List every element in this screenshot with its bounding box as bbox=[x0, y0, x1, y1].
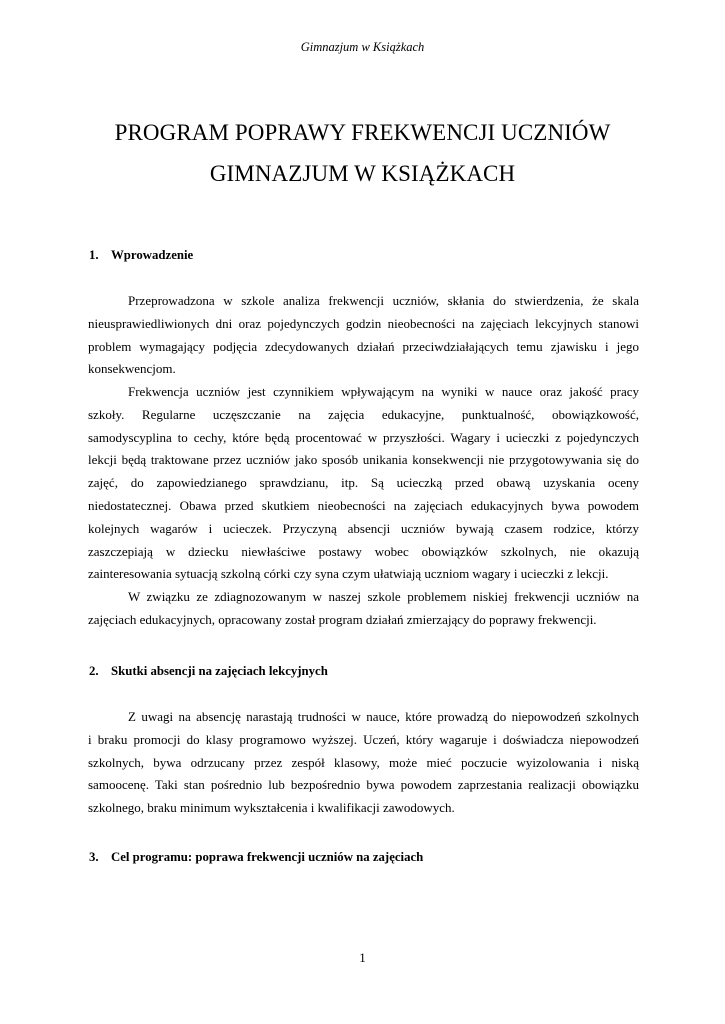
text-line: kolejnych wagarów i ucieczek. Przyczyną absencji uczniów bywają czasem rodzice, którzy bbox=[88, 520, 639, 536]
text-line: szkoły. Regularne uczęszczanie na zajęcia edukacyjne, punktualność, obowiązkowość, bbox=[88, 406, 639, 422]
text-line: szkolnych, bywa odrzucany przez zespół klasowy, może mieć poczucie wyizolowania i niską bbox=[88, 754, 639, 770]
document-title-line-2: GIMNAZJUM W KSIĄŻKACH bbox=[209, 161, 516, 186]
section-number: 3. bbox=[89, 850, 99, 864]
text-line: Z uwagi na absencję narastają trudności w nauce, które prowadzą do niepowodzeń szkolnych bbox=[128, 709, 639, 724]
text-line: samodyscyplina to cechy, które będą procentować w przyszłości. Wagary i ucieczki z pojedynczych bbox=[88, 429, 639, 445]
text-line: konsekwencjom. bbox=[88, 361, 176, 377]
text-line: zajęciach edukacyjnych, opracowany został program działań zmierzający do poprawy frekwencji. bbox=[88, 611, 597, 627]
text-line: niedostatecznej. Obawa przed skutkiem nieobecności na zajęciach edukacyjnych bywa powodem bbox=[88, 497, 639, 513]
section-heading-3 bbox=[89, 850, 423, 865]
text-line: Frekwencja uczniów jest czynnikiem wpływającym na wyniki w nauce oraz jakość pracy bbox=[128, 384, 639, 399]
section-2-paragraph-1 bbox=[88, 706, 639, 820]
section-1-paragraph-1 bbox=[88, 290, 639, 381]
text-line: zainteresowania sytuacją szkolną córki czy syna czym ułatwiają uczniom wagary i ucieczki z lekcji. bbox=[88, 566, 609, 582]
section-heading-2 bbox=[89, 664, 328, 679]
section-number: 2. bbox=[89, 664, 99, 678]
section-1-paragraph-3 bbox=[88, 586, 639, 632]
text-line: Przeprowadzona w szkole analiza frekwencji uczniów, skłania do stwierdzenia, że skala bbox=[128, 293, 639, 308]
text-line: nieusprawiedliwionych dni oraz pojedynczych godzin nieobecności na zajęciach lekcyjnych stanowi bbox=[88, 315, 639, 331]
page-number: 1 bbox=[359, 950, 366, 965]
text-line: zaszczepiają w dziecku niewłaściwe postawy wobec obowiązków szkolnych, nie okazują bbox=[88, 543, 639, 559]
section-title: Cel programu: poprawa frekwencji uczniów na zajęciach bbox=[111, 850, 424, 864]
text-line: zajęć, do zapowiedzianego sprawdzianu, itp. Są ucieczką przed obawą uzyskania oceny bbox=[88, 475, 639, 491]
text-line: lekcji będą traktowane przez uczniów jako sposób unikania konsekwencji nie przygotowywania się do bbox=[88, 452, 639, 468]
section-1-paragraph-2 bbox=[88, 381, 639, 586]
text-line: samoocenę. Taki stan pośrednio lub bezpośrednio bywa powodem zaprzestania realizacji obowiązku bbox=[88, 777, 639, 793]
running-header: Gimnazjum w Książkach bbox=[300, 40, 425, 54]
section-heading-1 bbox=[89, 248, 193, 263]
section-title: Wprowadzenie bbox=[111, 248, 194, 262]
document-title-line-1: PROGRAM POPRAWY FREKWENCJI UCZNIÓW bbox=[114, 120, 611, 145]
text-line: i braku promocji do klasy programowo wyższej. Uczeń, który wagaruje i doświadcza niepowodzeń bbox=[88, 731, 639, 747]
text-line: szkolnego, braku minimum wykształcenia i kwalifikacji zawodowych. bbox=[88, 800, 455, 816]
section-title: Skutki absencji na zajęciach lekcyjnych bbox=[111, 664, 328, 678]
text-line: W związku ze zdiagnozowanym w naszej szkole problemem niskiej frekwencji uczniów na bbox=[128, 589, 639, 604]
section-number: 1. bbox=[89, 248, 99, 262]
text-line: problem wymagający podjęcia zdecydowanych działań przeciwdziałających temu zjawisku i jego bbox=[88, 338, 639, 354]
